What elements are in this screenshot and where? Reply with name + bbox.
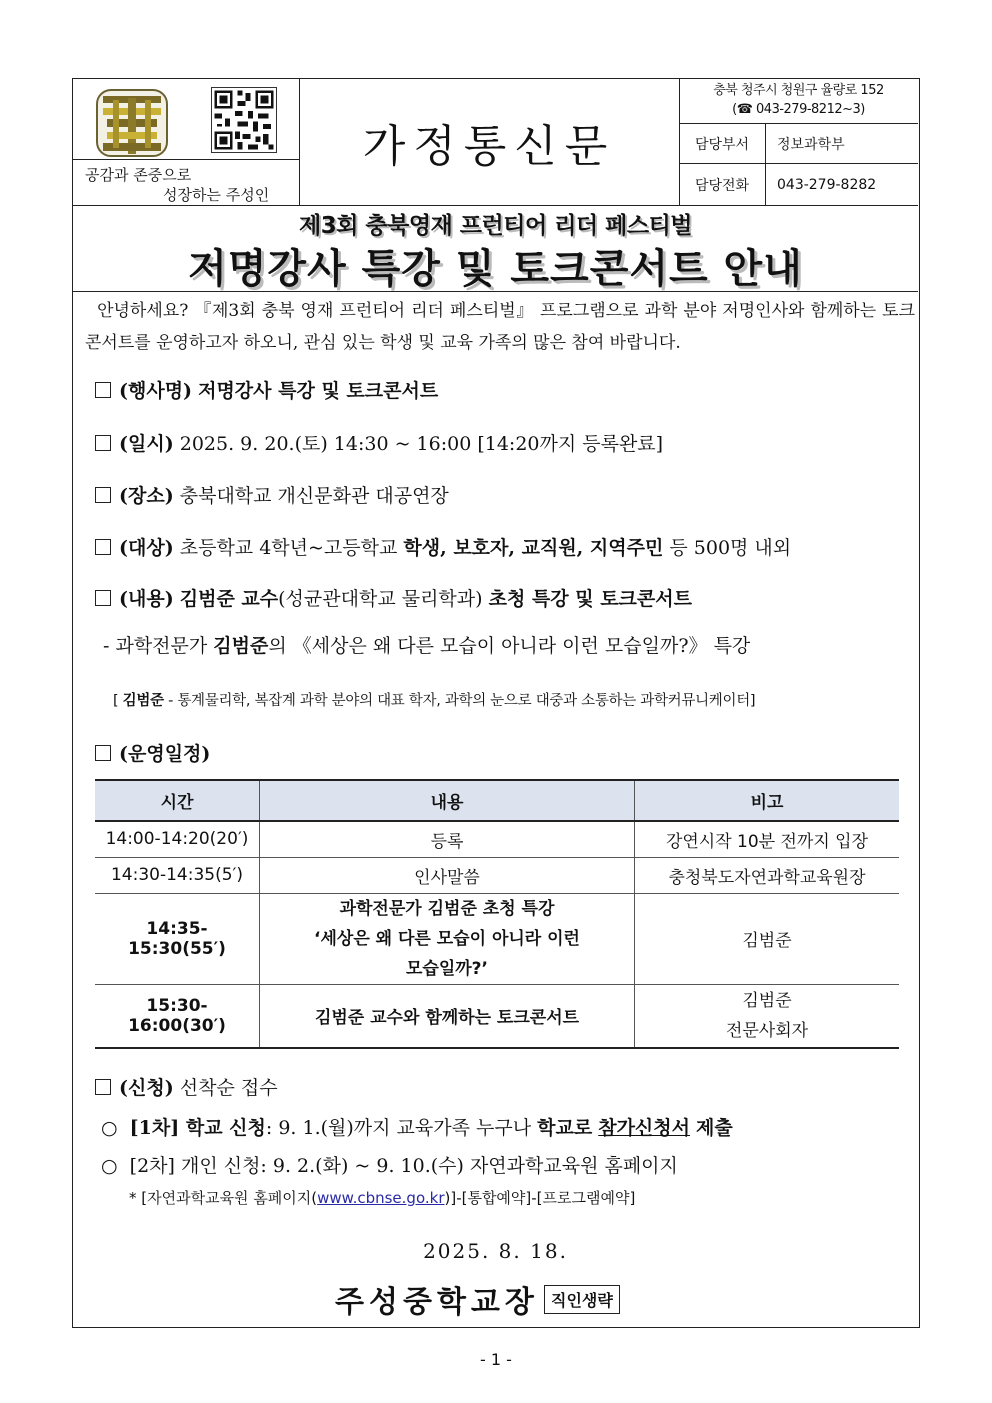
department-row [679, 123, 918, 164]
content-line-1: 과학전문가 김범준 초청 특강 [339, 898, 555, 919]
row-time: 14:30-14:35(5′) [95, 857, 260, 893]
checkbox-icon [95, 382, 111, 398]
table-row [95, 893, 899, 984]
item-apply [95, 1073, 278, 1100]
note-line-1: 김범준 [742, 990, 792, 1011]
first-end: 제출 [696, 1117, 733, 1139]
table-row [95, 984, 899, 1048]
phone-row [679, 163, 918, 206]
header-note: 비고 [635, 780, 900, 821]
place-value: 충북대학교 개신문화관 대공연장 [179, 485, 449, 507]
apply-first-round: ○ [1차] 학교 신청: 9. 1.(월)까지 교육가족 누구나 학교로 참가신청서 제출 [101, 1117, 733, 1139]
seal-omitted-stamp: 직인생략 [544, 1285, 620, 1314]
issue-date: 2025. 8. 18. [423, 1239, 568, 1263]
item-content [95, 584, 692, 611]
intro-text: 안녕하세요? 『제3회 충북 영재 프런티어 리더 페스티벌』 프로그램으로 과학 분야 저명인사와 함께하는 토크콘서트를 운영하고자 하오니, 관심 있는 학생 및 교육 가족의 많은 참여 바랍니다. [85, 301, 916, 353]
headline-title: 저명강사 특강 및 토크콘서트 안내 [188, 246, 803, 292]
target-post: 등 500명 내외 [669, 537, 792, 559]
event-value: 저명강사 특강 및 토크콘서트 [198, 380, 439, 402]
item-schedule [95, 739, 210, 766]
address-line-1: 충북 청주시 청원구 율량로 152 [713, 83, 884, 98]
title-cell [299, 79, 680, 205]
content-speaker: 김범준 교수 [179, 588, 279, 610]
content-program: 초청 특강 및 토크콘서트 [488, 588, 692, 610]
schedule-table [95, 779, 899, 1049]
letter-header [73, 79, 918, 206]
note-line-2: 전문사회자 [725, 1020, 809, 1041]
item-target [95, 533, 791, 560]
checkbox-icon [95, 435, 111, 451]
apply-note [129, 1187, 635, 1208]
checkbox-icon [95, 1079, 111, 1095]
department-label: 담당부서 [679, 124, 766, 164]
logo-cell [73, 79, 300, 205]
detail-speaker: 김범준 [213, 635, 269, 657]
page-number: - 1 - [480, 1350, 512, 1369]
contact-info [679, 79, 918, 205]
schedule-label: (운영일정) [119, 743, 211, 765]
document-title: 가정통신문 [362, 121, 616, 172]
apply-value: 선착순 접수 [179, 1077, 278, 1099]
qr-code-icon [211, 87, 277, 153]
bio-text: - 통계물리학, 복잡계 과학 분야의 대표 학자, 과학의 눈으로 대중과 소통하는 과학커뮤니케이터] [168, 693, 756, 709]
first-underline: 참가신청서 [598, 1117, 690, 1139]
content-affiliation: (성균관대학교 물리학과) [278, 588, 483, 610]
row-note: 강연시작 10분 전까지 입장 [635, 821, 900, 857]
apply-second-round: ○ [2차] 개인 신청: 9. 2.(화) ~ 9. 10.(수) 자연과학교육원 홈페이지 [101, 1155, 678, 1177]
first-text: : 9. 1.(월)까지 교육가족 누구나 [265, 1117, 532, 1139]
row-note: 김범준 [635, 893, 900, 984]
table-row [95, 857, 899, 893]
table-row [95, 821, 899, 857]
target-bold: 학생, 보호자, 교직원, 지역주민 [403, 537, 664, 559]
date-value: 2025. 9. 20.(토) 14:30 ~ 16:00 [14:20까지 등록완료] [179, 433, 664, 455]
row-time: 14:00-14:20(20′) [95, 821, 260, 857]
signer-name: 주성중학교장 [335, 1285, 539, 1320]
note-post: )]-[통합예약]-[프로그램예약] [444, 1189, 636, 1207]
bio-open: [ [113, 693, 119, 709]
row-content [260, 893, 635, 984]
second-text: [2차] 개인 신청: 9. 2.(화) ~ 9. 10.(수) 자연과학교육원 홈페이지 [129, 1155, 678, 1177]
content-line-3: 모습일까?’ [405, 958, 488, 979]
header-time: 시간 [95, 780, 260, 821]
item-place [95, 481, 449, 508]
place-label: (장소) [119, 485, 174, 507]
phone-label: 담당전화 [679, 164, 766, 206]
lecture-detail [103, 631, 750, 658]
event-label: (행사명) [119, 380, 193, 402]
school-address [679, 81, 918, 119]
note-pre: * [자연과학교육원 홈페이지( [129, 1189, 318, 1207]
row-time: 15:30-16:00(30′) [95, 984, 260, 1048]
department-value: 정보과학부 [777, 137, 845, 153]
checkbox-icon [95, 539, 111, 555]
first-label: [1차] 학교 신청 [129, 1117, 266, 1139]
signature-line [335, 1277, 620, 1321]
item-date [95, 429, 663, 456]
apply-label: (신청) [119, 1077, 174, 1099]
row-time: 14:35-15:30(55′) [95, 893, 260, 984]
detail-post: 의 《세상은 왜 다른 모습이 아니라 이런 모습일까?》 특강 [268, 635, 751, 657]
checkbox-icon [95, 590, 111, 606]
row-content: 인사말씀 [260, 857, 635, 893]
table-header-row [95, 780, 899, 821]
intro-paragraph [85, 295, 915, 359]
row-note [635, 984, 900, 1048]
content-label: (내용) [119, 588, 174, 610]
document-frame [72, 78, 920, 1328]
motto-line-2: 성장하는 주성인 [163, 186, 270, 204]
target-pre: 초등학교 4학년~고등학교 [179, 537, 398, 559]
target-label: (대상) [119, 537, 174, 559]
detail-pre: - 과학전문가 [103, 635, 208, 657]
item-event [95, 376, 438, 403]
homepage-link[interactable]: www.cbnse.go.kr [317, 1189, 445, 1207]
first-bold: 학교로 [537, 1117, 593, 1139]
school-emblem-icon [95, 88, 169, 158]
date-label: (일시) [119, 433, 174, 455]
row-content: 등록 [260, 821, 635, 857]
row-note: 충청북도자연과학교육원장 [635, 857, 900, 893]
row-content: 김범준 교수와 함께하는 토크콘서트 [260, 984, 635, 1048]
school-motto [73, 159, 299, 206]
content-line-2: ‘세상은 왜 다른 모습이 아니라 이런 [314, 928, 580, 949]
headline [73, 205, 918, 292]
headline-subtitle: 제3회 충북영재 프런티어 리더 페스티벌 [298, 213, 693, 239]
motto-line-1: 공감과 존중으로 [85, 166, 192, 184]
header-content: 내용 [260, 780, 635, 821]
checkbox-icon [95, 487, 111, 503]
address-line-2: (☎ 043-279-8212~3) [732, 102, 865, 117]
checkbox-icon [95, 745, 111, 761]
bio-name: 김범준 [122, 693, 164, 709]
phone-value: 043-279-8282 [777, 177, 877, 193]
speaker-bio [113, 689, 755, 710]
